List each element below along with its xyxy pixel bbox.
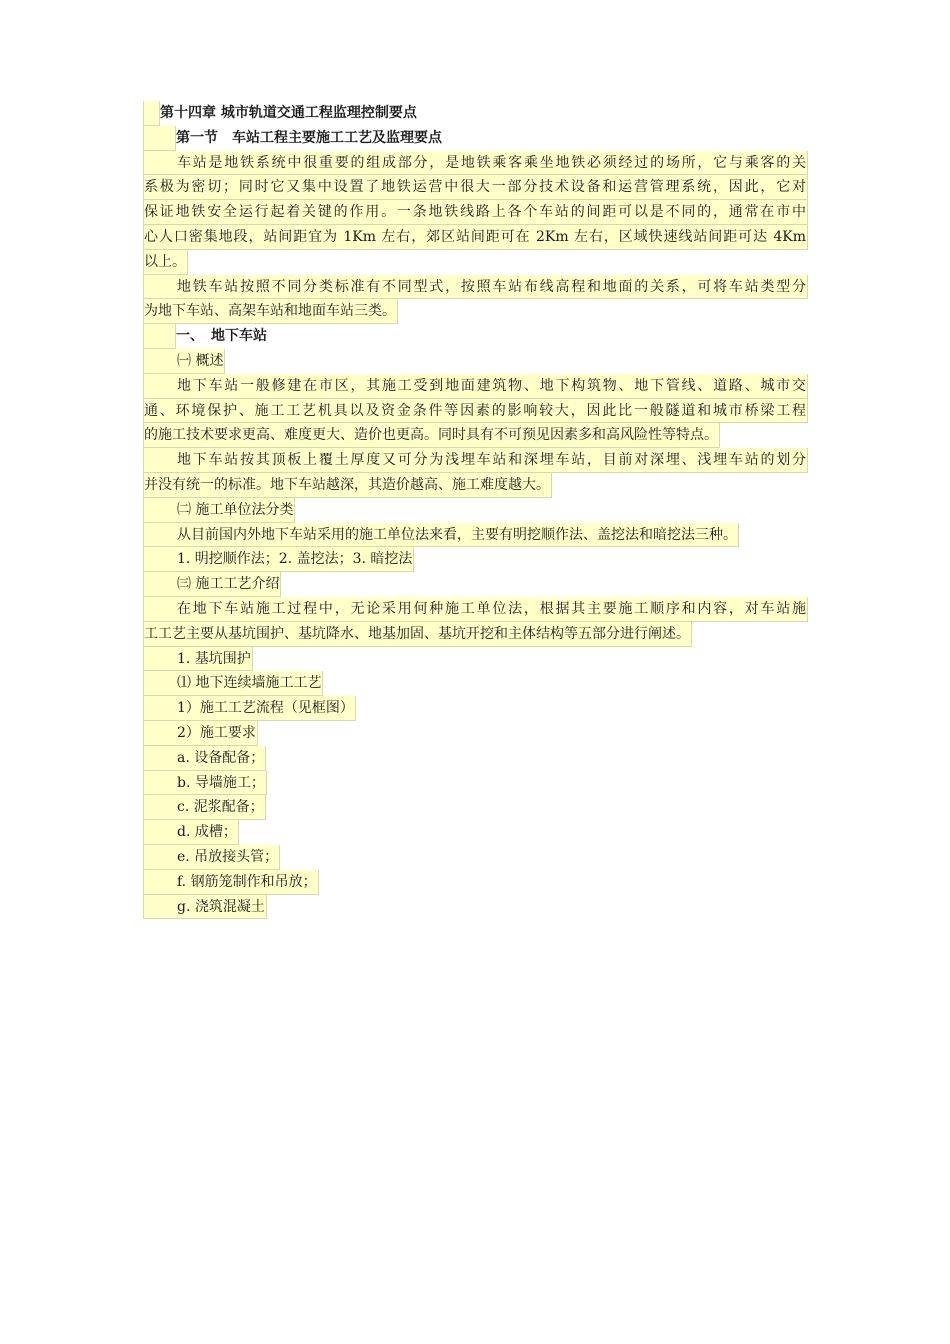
paragraph-2 [143,275,808,325]
item-pit-support: 1. 基坑围护 [143,647,253,672]
list-item: g. 浇筑混凝土 [143,895,267,920]
paragraph-line: 保证地铁安全运行起着关键的作用。一条地铁线路上各个车站的间距可以是不同的，通常在市中 [143,200,808,225]
list-item: d. 成槽； [143,820,239,845]
subheading-overview: ㈠ 概述 [143,349,225,374]
paragraph-line: 以上。 [143,250,188,275]
item-diaphragm-wall-line [143,671,808,696]
section-title-line [143,126,808,151]
paragraph-6-line [143,547,808,572]
subheading-overview-line [143,349,808,374]
paragraph-line: 地下车站一般修建在市区，其施工受到地面建筑物、地下构筑物、地下管线、道路、城市交 [143,374,808,399]
heading-underground-station: 一、 地下车站 [176,328,267,345]
item-diaphragm-wall: ⑴ 地下连续墙施工工艺 [143,671,323,696]
subheading-method-line [143,498,808,523]
requirements-list [143,746,808,920]
item-requirements: 2）施工要求 [143,721,258,746]
list-item: c. 泥浆配备； [143,795,266,820]
paragraph-line: 地铁车站按照不同分类标准有不同型式，按照车站布线高程和地面的关系，可将车站类型分 [143,275,808,300]
paragraph-line: 通、环境保护、施工工艺机具以及资金条件等因素的影响较大，因此比一般隧道和城市桥梁工程 [143,399,808,424]
list-item: a. 设备配备； [143,746,266,771]
paragraph-5-line [143,523,808,548]
item-requirements-line [143,721,808,746]
paragraph-3 [143,374,808,448]
paragraph-line: 在地下车站施工过程中，无论采用何种施工单位法，根据其主要施工顺序和内容，对车站施 [143,597,808,622]
list-item: f. 钢筋笼制作和吊放； [143,870,319,895]
paragraph-line: 的施工技术要求更高、难度更大、造价也更高。同时具有不可预见因素多和高风险性等特点。 [143,423,720,448]
document-page [143,101,808,919]
paragraph-line: 并没有统一的标准。地下车站越深，其造价越高、施工难度越大。 [143,473,552,498]
chapter-title: 第十四章 城市轨道交通工程监理控制要点 [160,105,417,121]
item-process-flow-line [143,696,808,721]
paragraph-7 [143,597,808,647]
paragraph-line: 为地下车站、高架车站和地面车站三类。 [143,299,398,324]
paragraph-1 [143,151,808,275]
method-list: 1. 明挖顺作法；2. 盖挖法；3. 暗挖法 [143,547,414,572]
subheading-process-intro: ㈢ 施工工艺介绍 [143,572,281,597]
subheading-method-classification: ㈡ 施工单位法分类 [143,498,295,523]
section-title: 第一节 车站工程主要施工工艺及监理要点 [176,129,442,146]
item-process-flow: 1）施工工艺流程（见框图） [143,696,356,721]
list-item: b. 导墙施工； [143,771,267,796]
paragraph-line: 心人口密集地段，站间距宜为 1Km 左右，郊区站间距可在 2Km 左右，区域快速线站间距可达 4Km [143,225,808,250]
paragraph-line: 工工艺主要从基坑围护、基坑降水、地基加固、基坑开挖和主体结构等五部分进行阐述。 [143,622,692,647]
item-pit-support-line [143,647,808,672]
subheading-process-line [143,572,808,597]
paragraph-line: 车站是地铁系统中很重要的组成部分，是地铁乘客乘坐地铁必须经过的场所，它与乘客的关 [143,151,808,176]
paragraph-line: 地下车站按其顶板上覆土厚度又可分为浅埋车站和深埋车站，目前对深埋、浅埋车站的划分 [143,448,808,473]
paragraph-4 [143,448,808,498]
list-item: e. 吊放接头管； [143,845,280,870]
paragraph-line: 系极为密切；同时它又集中设置了地铁运营中很大一部分技术设备和运营管理系统，因此，它对 [143,175,808,200]
paragraph-5: 从目前国内外地下车站采用的施工单位法来看，主要有明挖顺作法、盖挖法和暗挖法三种。 [143,523,739,548]
chapter-title-line [143,101,808,126]
heading-underground-station-line [143,324,808,349]
